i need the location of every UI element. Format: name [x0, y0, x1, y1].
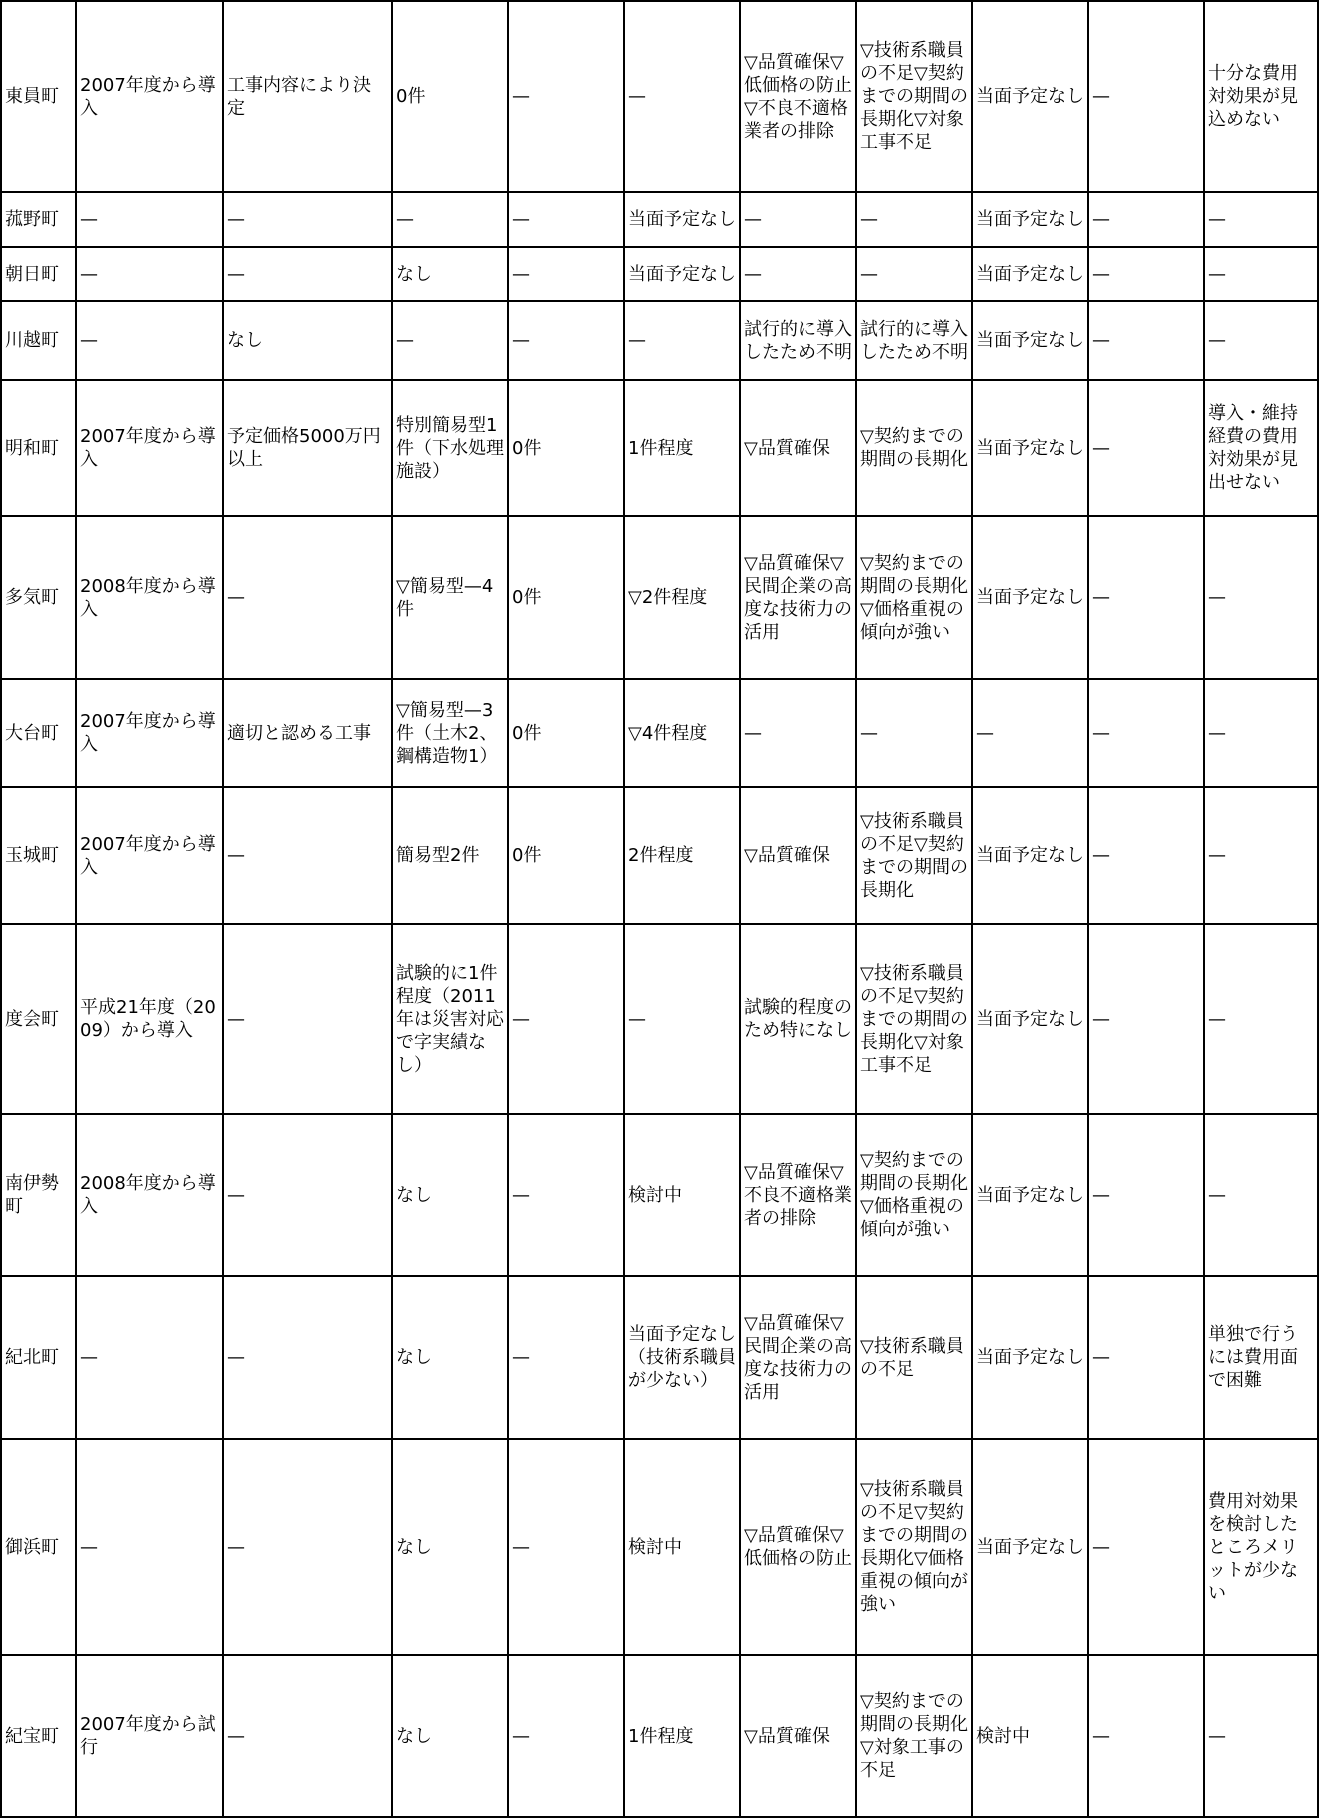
plan-cell: 当面予定なし	[624, 192, 740, 247]
target-criteria-cell: —	[223, 787, 392, 924]
issues-cell: ▽契約までの期間の長期化	[856, 380, 972, 516]
municipality-cell: 菰野町	[1, 192, 76, 247]
outcome-cell: 0件	[508, 380, 624, 516]
results-cell: 簡易型2件	[392, 787, 508, 924]
introduction-year-cell: 2007年度から試行	[76, 1655, 223, 1817]
municipality-cell: 東員町	[1, 1, 76, 192]
joint-plan-cell: —	[972, 679, 1088, 787]
target-criteria-cell: —	[223, 924, 392, 1114]
results-cell: 特別簡易型1件（下水処理施設）	[392, 380, 508, 516]
joint-plan-cell: 当面予定なし	[972, 380, 1088, 516]
outcome-cell: —	[508, 1114, 624, 1276]
outcome-cell: 0件	[508, 679, 624, 787]
plan-cell: —	[624, 1, 740, 192]
effect-cell: ▽品質確保	[740, 1655, 856, 1817]
plan-cell: 2件程度	[624, 787, 740, 924]
results-cell: 0件	[392, 1, 508, 192]
issues-cell: ▽契約までの期間の長期化▽対象工事の不足	[856, 1655, 972, 1817]
target-criteria-cell: —	[223, 1276, 392, 1439]
joint-detail-cell: —	[1088, 1655, 1204, 1817]
outcome-cell: —	[508, 1655, 624, 1817]
joint-plan-cell: 当面予定なし	[972, 787, 1088, 924]
joint-plan-cell: 当面予定なし	[972, 516, 1088, 679]
joint-detail-cell: —	[1088, 516, 1204, 679]
issues-cell: ▽契約までの期間の長期化▽価格重視の傾向が強い	[856, 1114, 972, 1276]
results-cell: なし	[392, 247, 508, 301]
target-criteria-cell: —	[223, 1655, 392, 1817]
outcome-cell: —	[508, 301, 624, 380]
joint-detail-cell: —	[1088, 301, 1204, 380]
target-criteria-cell: —	[223, 192, 392, 247]
outcome-cell: 0件	[508, 516, 624, 679]
municipality-cell: 紀宝町	[1, 1655, 76, 1817]
joint-detail-cell: —	[1088, 380, 1204, 516]
joint-detail-cell: —	[1088, 679, 1204, 787]
outcome-cell: —	[508, 1439, 624, 1655]
municipality-cell: 御浜町	[1, 1439, 76, 1655]
plan-cell: —	[624, 924, 740, 1114]
introduction-year-cell: 2007年度から導入	[76, 380, 223, 516]
introduction-year-cell: 2008年度から導入	[76, 516, 223, 679]
joint-plan-cell: 当面予定なし	[972, 1276, 1088, 1439]
introduction-year-cell: —	[76, 1439, 223, 1655]
municipality-cell: 紀北町	[1, 1276, 76, 1439]
joint-detail-cell: —	[1088, 787, 1204, 924]
table-row	[1, 1276, 1318, 1439]
table-row	[1, 1655, 1318, 1817]
table-row	[1, 1, 1318, 192]
reason-cell: 単独で行うには費用面で困難	[1204, 1276, 1318, 1439]
plan-cell: 当面予定なし	[624, 247, 740, 301]
reason-cell: —	[1204, 679, 1318, 787]
outcome-cell: —	[508, 1, 624, 192]
introduction-year-cell: 2007年度から導入	[76, 679, 223, 787]
target-criteria-cell: 予定価格5000万円以上	[223, 380, 392, 516]
target-criteria-cell: 工事内容により決定	[223, 1, 392, 192]
joint-detail-cell: —	[1088, 1114, 1204, 1276]
effect-cell: ▽品質確保▽低価格の防止	[740, 1439, 856, 1655]
issues-cell: —	[856, 192, 972, 247]
issues-cell: ▽技術系職員の不足▽契約までの期間の長期化▽対象工事不足	[856, 1, 972, 192]
results-cell: —	[392, 301, 508, 380]
target-criteria-cell: 適切と認める工事	[223, 679, 392, 787]
outcome-cell: —	[508, 192, 624, 247]
municipality-cell: 朝日町	[1, 247, 76, 301]
introduction-year-cell: —	[76, 247, 223, 301]
issues-cell: —	[856, 679, 972, 787]
effect-cell: —	[740, 247, 856, 301]
effect-cell: ▽品質確保▽低価格の防止▽不良不適格業者の排除	[740, 1, 856, 192]
effect-cell: ▽品質確保	[740, 787, 856, 924]
table-row	[1, 516, 1318, 679]
reason-cell: —	[1204, 247, 1318, 301]
joint-detail-cell: —	[1088, 1439, 1204, 1655]
target-criteria-cell: —	[223, 516, 392, 679]
joint-detail-cell: —	[1088, 192, 1204, 247]
plan-cell: 1件程度	[624, 1655, 740, 1817]
introduction-year-cell: —	[76, 1276, 223, 1439]
issues-cell: —	[856, 247, 972, 301]
municipality-cell: 大台町	[1, 679, 76, 787]
introduction-year-cell: 2007年度から導入	[76, 1, 223, 192]
joint-plan-cell: 当面予定なし	[972, 301, 1088, 380]
plan-cell: 1件程度	[624, 380, 740, 516]
results-cell: 試験的に1件程度（2011年は災害対応で字実績なし）	[392, 924, 508, 1114]
target-criteria-cell: —	[223, 1439, 392, 1655]
joint-detail-cell: —	[1088, 247, 1204, 301]
effect-cell: —	[740, 192, 856, 247]
municipality-cell: 南伊勢町	[1, 1114, 76, 1276]
joint-plan-cell: 当面予定なし	[972, 247, 1088, 301]
joint-plan-cell: 当面予定なし	[972, 192, 1088, 247]
municipality-cell: 度会町	[1, 924, 76, 1114]
reason-cell: —	[1204, 516, 1318, 679]
results-cell: ▽簡易型—4件	[392, 516, 508, 679]
joint-plan-cell: 当面予定なし	[972, 1439, 1088, 1655]
reason-cell: —	[1204, 924, 1318, 1114]
table-row	[1, 924, 1318, 1114]
results-cell: なし	[392, 1276, 508, 1439]
joint-detail-cell: —	[1088, 924, 1204, 1114]
reason-cell: —	[1204, 787, 1318, 924]
joint-detail-cell: —	[1088, 1, 1204, 192]
issues-cell: ▽技術系職員の不足▽契約までの期間の長期化▽対象工事不足	[856, 924, 972, 1114]
joint-plan-cell: 当面予定なし	[972, 924, 1088, 1114]
target-criteria-cell: —	[223, 247, 392, 301]
introduction-year-cell: 2007年度から導入	[76, 787, 223, 924]
reason-cell: 導入・維持経費の費用対効果が見出せない	[1204, 380, 1318, 516]
target-criteria-cell: なし	[223, 301, 392, 380]
plan-cell: 検討中	[624, 1439, 740, 1655]
issues-cell: 試行的に導入したため不明	[856, 301, 972, 380]
results-cell: なし	[392, 1114, 508, 1276]
table-row	[1, 192, 1318, 247]
reason-cell: —	[1204, 301, 1318, 380]
target-criteria-cell: —	[223, 1114, 392, 1276]
effect-cell: ▽品質確保▽民間企業の高度な技術力の活用	[740, 516, 856, 679]
issues-cell: ▽技術系職員の不足▽契約までの期間の長期化▽価格重視の傾向が強い	[856, 1439, 972, 1655]
municipality-cell: 多気町	[1, 516, 76, 679]
plan-cell: —	[624, 301, 740, 380]
effect-cell: ▽品質確保▽不良不適格業者の排除	[740, 1114, 856, 1276]
reason-cell: —	[1204, 192, 1318, 247]
results-cell: なし	[392, 1655, 508, 1817]
municipality-cell: 川越町	[1, 301, 76, 380]
issues-cell: ▽契約までの期間の長期化▽価格重視の傾向が強い	[856, 516, 972, 679]
plan-cell: ▽2件程度	[624, 516, 740, 679]
effect-cell: 試験的程度のため特になし	[740, 924, 856, 1114]
table-row	[1, 787, 1318, 924]
introduction-year-cell: —	[76, 192, 223, 247]
effect-cell: ▽品質確保	[740, 380, 856, 516]
municipality-cell: 玉城町	[1, 787, 76, 924]
reason-cell: 十分な費用対効果が見込めない	[1204, 1, 1318, 192]
table-row	[1, 679, 1318, 787]
introduction-year-cell: 2008年度から導入	[76, 1114, 223, 1276]
reason-cell: 費用対効果を検討したところメリットが少ない	[1204, 1439, 1318, 1655]
results-cell: ▽簡易型—3件（土木2、鋼構造物1）	[392, 679, 508, 787]
introduction-year-cell: 平成21年度（2009）から導入	[76, 924, 223, 1114]
effect-cell: 試行的に導入したため不明	[740, 301, 856, 380]
plan-cell: 検討中	[624, 1114, 740, 1276]
table-row	[1, 247, 1318, 301]
outcome-cell: —	[508, 247, 624, 301]
plan-cell: ▽4件程度	[624, 679, 740, 787]
municipality-cell: 明和町	[1, 380, 76, 516]
issues-cell: ▽技術系職員の不足▽契約までの期間の長期化	[856, 787, 972, 924]
outcome-cell: 0件	[508, 787, 624, 924]
reason-cell: —	[1204, 1114, 1318, 1276]
table-row	[1, 380, 1318, 516]
joint-detail-cell: —	[1088, 1276, 1204, 1439]
issues-cell: ▽技術系職員の不足	[856, 1276, 972, 1439]
results-cell: —	[392, 192, 508, 247]
table-row	[1, 301, 1318, 380]
joint-plan-cell: 当面予定なし	[972, 1, 1088, 192]
reason-cell: —	[1204, 1655, 1318, 1817]
results-cell: なし	[392, 1439, 508, 1655]
joint-plan-cell: 当面予定なし	[972, 1114, 1088, 1276]
effect-cell: —	[740, 679, 856, 787]
table-row	[1, 1114, 1318, 1276]
plan-cell: 当面予定なし（技術系職員が少ない）	[624, 1276, 740, 1439]
joint-plan-cell: 検討中	[972, 1655, 1088, 1817]
table-row	[1, 1439, 1318, 1655]
introduction-year-cell: —	[76, 301, 223, 380]
effect-cell: ▽品質確保▽民間企業の高度な技術力の活用	[740, 1276, 856, 1439]
outcome-cell: —	[508, 924, 624, 1114]
outcome-cell: —	[508, 1276, 624, 1439]
